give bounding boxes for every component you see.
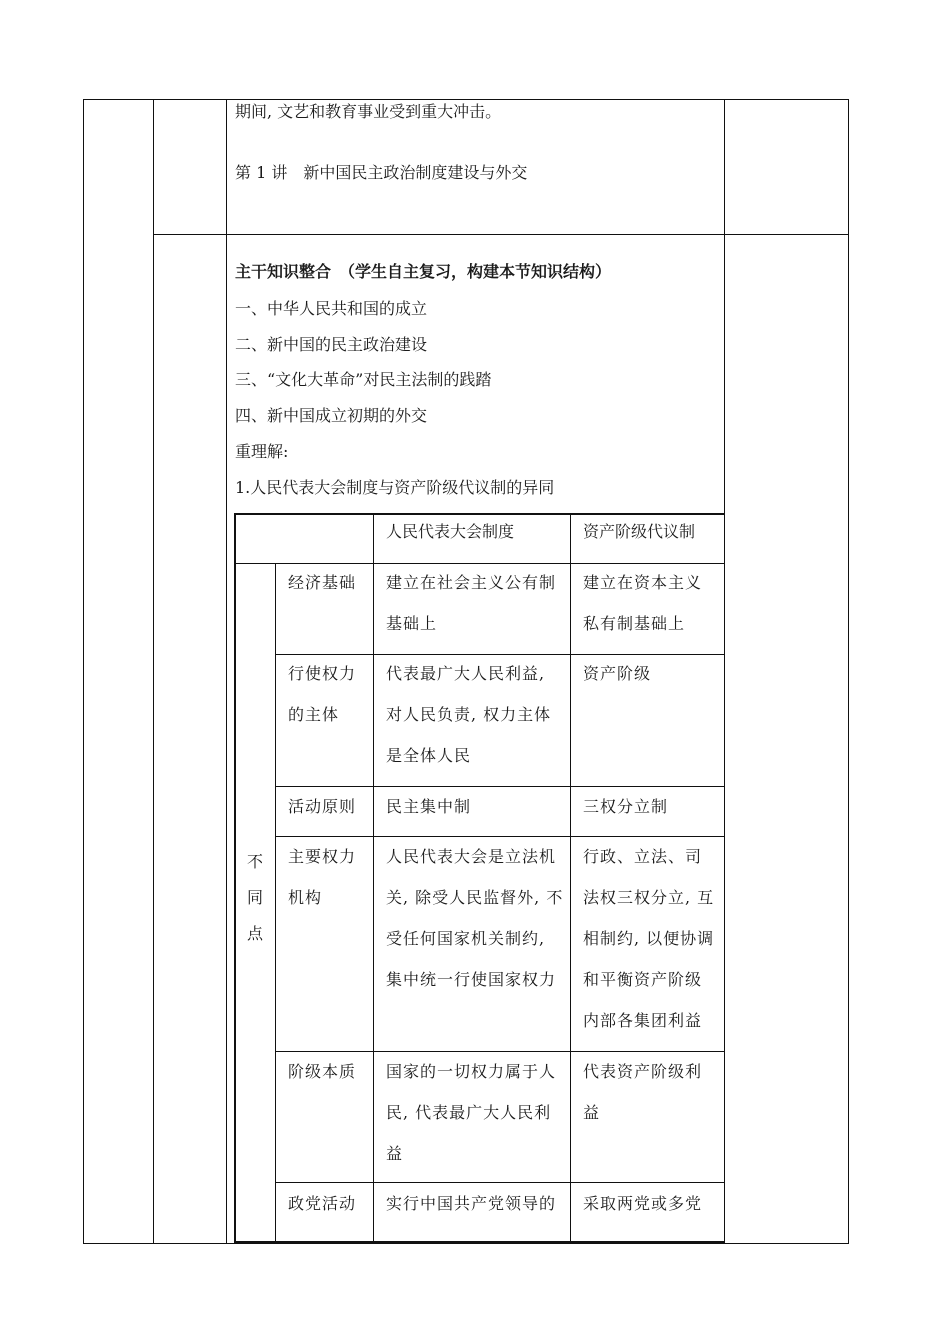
cell-line: 受任何国家机关制约,	[386, 929, 546, 948]
cell-line: 的主体	[288, 705, 340, 724]
continuation-text: 期间, 文艺和教育事业受到重大冲击。	[235, 102, 502, 121]
table-left-border	[234, 513, 236, 1244]
group-label-char: 同	[246, 888, 263, 907]
outer-right-border	[848, 99, 849, 1244]
cell-line: 建立在资本主义	[583, 573, 703, 592]
row3-npc	[386, 786, 471, 827]
cell-line: 实行中国共产党领导的	[386, 1194, 557, 1213]
column-divider-3	[724, 99, 725, 1244]
cell-line: 采取两党或多党	[583, 1194, 703, 1213]
cell-line: 代表最广大人民利益,	[386, 664, 546, 683]
row2-bourgeois	[583, 653, 651, 694]
cell-line: 关, 除受人民监督外, 不	[386, 888, 564, 907]
cell-line: 建立在社会主义公有制	[386, 573, 557, 592]
row4-npc	[386, 836, 563, 1000]
row-divider	[153, 234, 848, 235]
cell-line: 民主集中制	[386, 797, 472, 816]
outline-item-3: 三、“文化大革命”对民主法制的践踏	[235, 370, 492, 389]
table-col-divider-aspect	[373, 513, 374, 1243]
group-label-char: 点	[246, 924, 263, 943]
row5-aspect	[288, 1051, 356, 1092]
cell-line: 经济基础	[288, 573, 357, 592]
row2-npc	[386, 653, 551, 776]
row6-bourgeois	[583, 1183, 702, 1224]
row4-bourgeois	[583, 836, 714, 1041]
row1-aspect	[288, 562, 356, 603]
cell-line: 集中统一行使国家权力	[386, 970, 557, 989]
cell-line: 三权分立制	[583, 797, 669, 816]
group-label-char: 不	[246, 852, 263, 871]
row1-bourgeois	[583, 562, 702, 644]
table-top-border	[234, 513, 724, 515]
cell-line: 政党活动	[288, 1194, 357, 1213]
row5-bourgeois	[583, 1051, 702, 1133]
column-divider-2	[226, 99, 227, 1244]
cell-line: 国家的一切权力属于人	[386, 1062, 557, 1081]
row2-aspect	[288, 653, 356, 735]
cell-line: 私有制基础上	[583, 614, 686, 633]
key-label: 重理解:	[235, 442, 289, 461]
cell-line: 活动原则	[288, 797, 357, 816]
outer-left-border	[83, 99, 84, 1244]
row5-npc	[386, 1051, 556, 1174]
cell-line: 机构	[288, 888, 323, 907]
header-bourgeois: 资产阶级代议制	[583, 522, 696, 541]
cell-line: 益	[386, 1144, 404, 1163]
outline-item-2: 二、新中国的民主政治建设	[235, 335, 428, 354]
cell-line: 行使权力	[288, 664, 357, 683]
cell-line: 基础上	[386, 614, 438, 633]
cell-line: 行政、立法、司	[583, 847, 703, 866]
table-col-divider-npc	[570, 513, 571, 1243]
outer-top-border	[83, 99, 849, 100]
column-divider-1	[153, 99, 154, 1244]
cell-line: 主要权力	[288, 847, 357, 866]
table-title: 1.人民代表大会制度与资产阶级代议制的异同	[235, 478, 555, 497]
outline-item-1: 一、中华人民共和国的成立	[235, 299, 428, 318]
row1-npc	[386, 562, 556, 644]
cell-line: 益	[583, 1103, 601, 1122]
row6-aspect	[288, 1183, 356, 1224]
cell-line: 法权三权分立, 互	[583, 888, 715, 907]
cell-line: 内部各集团利益	[583, 1011, 703, 1030]
row4-aspect	[288, 836, 356, 918]
row3-aspect	[288, 786, 356, 827]
cell-line: 对人民负责, 权力主体	[386, 705, 552, 724]
row6-npc	[386, 1183, 556, 1224]
header-npc: 人民代表大会制度	[386, 522, 515, 541]
cell-line: 民, 代表最广大人民利	[386, 1103, 552, 1122]
cell-line: 和平衡资产阶级	[583, 970, 703, 989]
table-bottom-border	[234, 1241, 724, 1243]
table-col-divider-group	[275, 563, 276, 1243]
cell-line: 相制约, 以便协调	[583, 929, 715, 948]
cell-line: 资产阶级	[583, 664, 652, 683]
outer-bottom-border	[83, 1243, 849, 1244]
cell-line: 阶级本质	[288, 1062, 357, 1081]
cell-line: 是全体人民	[386, 746, 472, 765]
cell-line: 代表资产阶级利	[583, 1062, 703, 1081]
cell-line: 人民代表大会是立法机	[386, 847, 557, 866]
section-heading: 主干知识整合 （学生自主复习，构建本节知识结构）	[235, 262, 612, 281]
lesson-title: 第 1 讲 新中国民主政治制度建设与外交	[235, 163, 528, 182]
outline-item-4: 四、新中国成立初期的外交	[235, 406, 428, 425]
row3-bourgeois	[583, 786, 668, 827]
